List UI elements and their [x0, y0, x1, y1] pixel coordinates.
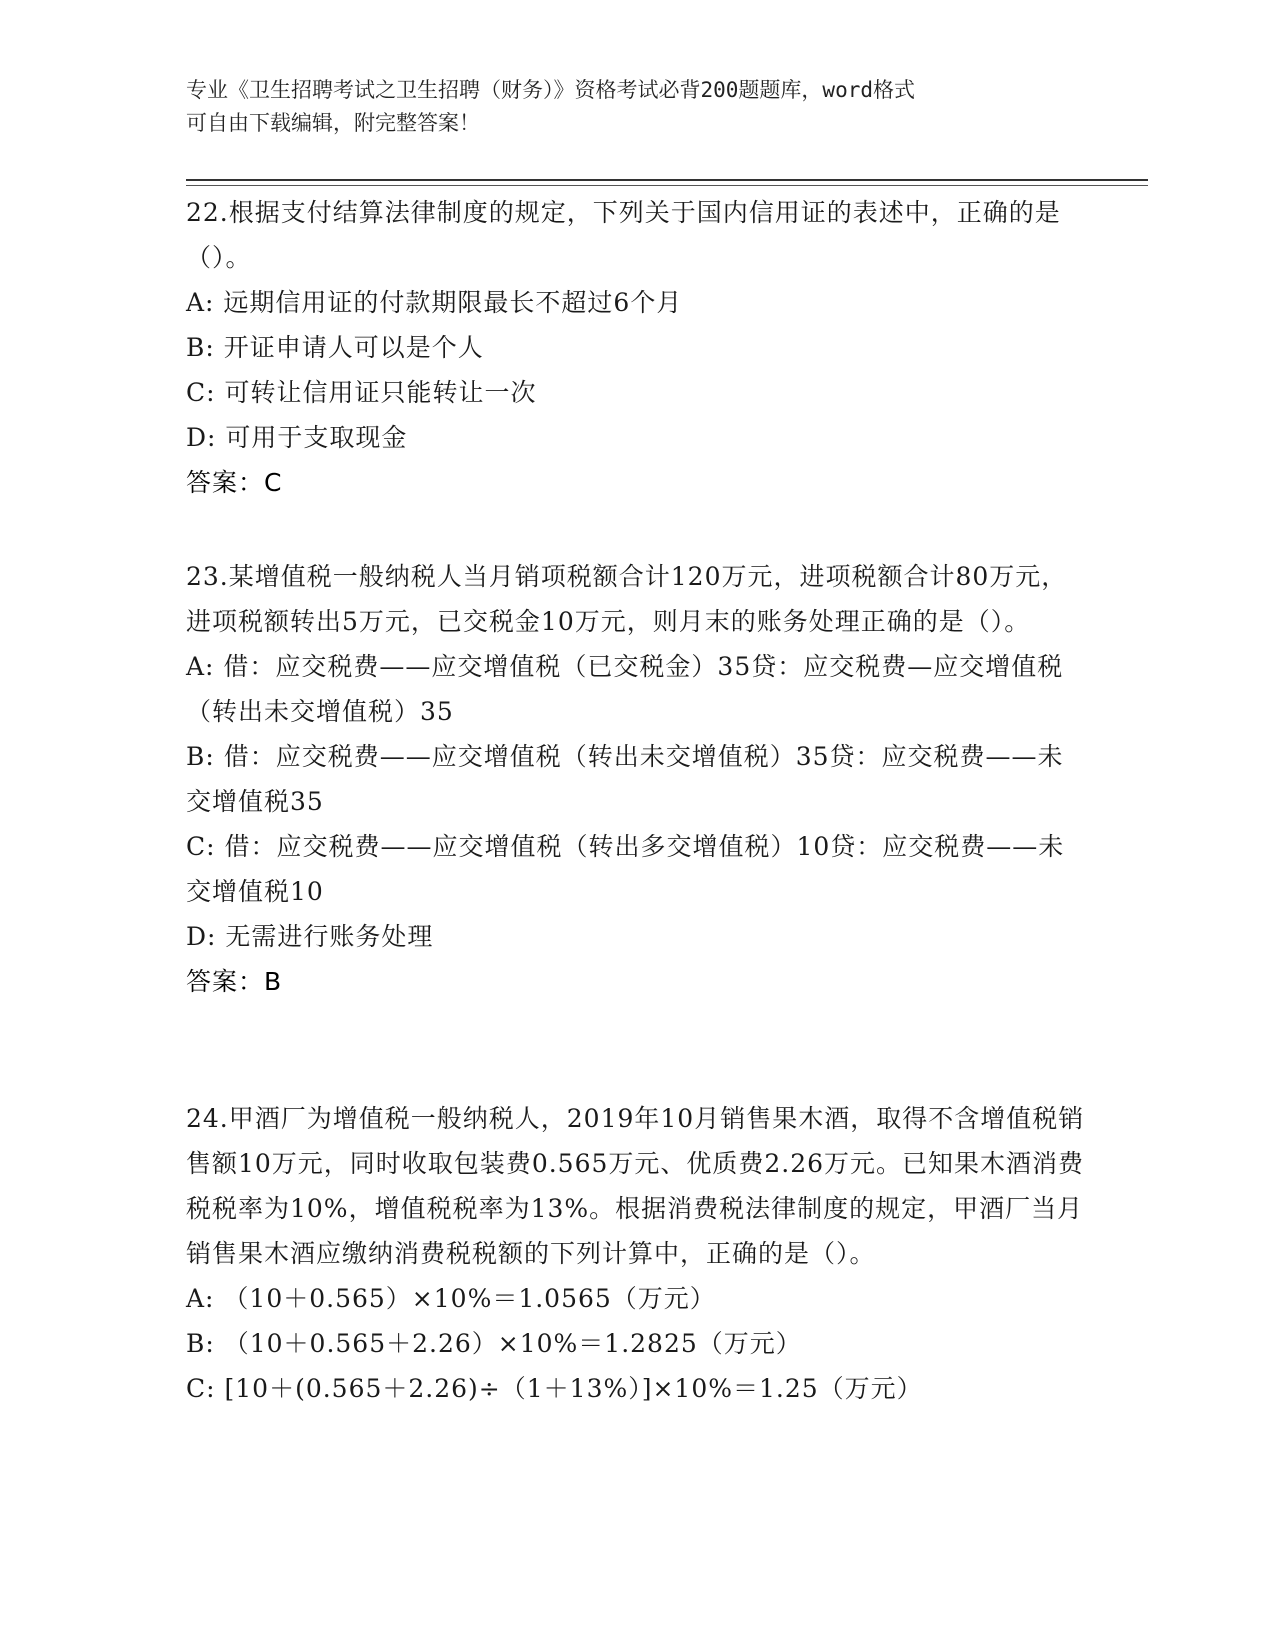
option-b: B: 开证申请人可以是个人	[186, 333, 484, 362]
answer-value: B	[264, 967, 283, 996]
question-23	[186, 554, 1086, 1004]
question-22	[186, 190, 1086, 505]
option-c: C: 借：应交税费——应交增值税（转出多交增值税）10贷：应交税费——未交增值税10	[186, 832, 1065, 906]
header-line-1: 专业《卫生招聘考试之卫生招聘（财务）》资格考试必背200题题库，word格式	[186, 78, 915, 102]
answer-label: 答案：	[186, 468, 265, 497]
question-24	[186, 1096, 1086, 1411]
option-a: A: （10＋0.565）×10%＝1.0565（万元）	[186, 1284, 716, 1313]
header-line-2: 可自由下载编辑，附完整答案！	[186, 111, 480, 135]
answer-value: C	[264, 468, 283, 497]
option-a: A: 远期信用证的付款期限最长不超过6个月	[186, 288, 683, 317]
answer-line	[186, 959, 1086, 1004]
document-header	[186, 74, 1086, 140]
option-d: D: 可用于支取现金	[186, 423, 408, 452]
question-text: 23.某增值税一般纳税人当月销项税额合计120万元，进项税额合计80万元，进项税额转出5万元，已交税金10万元，则月末的账务处理正确的是（）。	[186, 562, 1068, 636]
option-a: A: 借：应交税费——应交增值税（已交税金）35贷：应交税费—应交增值税（转出未交增值税）35	[186, 652, 1064, 726]
question-text: 22.根据支付结算法律制度的规定，下列关于国内信用证的表述中，正确的是（）。	[186, 198, 1061, 272]
header-divider-thin	[186, 185, 1148, 186]
answer-line	[186, 460, 1086, 505]
answer-label: 答案：	[186, 967, 265, 996]
option-b: B: （10＋0.565＋2.26）×10%＝1.2825（万元）	[186, 1329, 802, 1358]
option-c: C: 可转让信用证只能转让一次	[186, 378, 537, 407]
header-divider-thick	[186, 179, 1148, 181]
option-c: C: [10＋(0.565＋2.26)÷（1＋13%）]×10%＝1.25（万元）	[186, 1374, 923, 1403]
question-text: 24.甲酒厂为增值税一般纳税人，2019年10月销售果木酒，取得不含增值税销售额10万元，同时收取包装费0.565万元、优质费2.26万元。已知果木酒消费税税率为10%，增值税税率为13%。根据消费税法律制度的规定，甲酒厂当月销售果木酒应缴纳消费税税额的下列计算中，正确的是（）。	[186, 1104, 1085, 1268]
option-b: B: 借：应交税费——应交增值税（转出未交增值税）35贷：应交税费——未交增值税35	[186, 742, 1064, 816]
option-d: D: 无需进行账务处理	[186, 922, 434, 951]
